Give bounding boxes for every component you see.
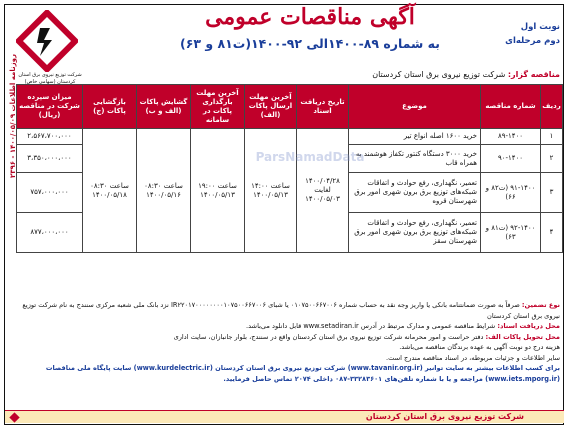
footer-logo-icon bbox=[9, 412, 20, 423]
col-header: آخرین مهلت بارگذاری پاکات در سامانه bbox=[191, 85, 245, 129]
page-subtitle: به شماره ۸۹-۱۴۰۰الی ۹۲-۱۴۰۰(ت۸۱ و ۶۳) bbox=[180, 36, 440, 51]
row-index: ۱ bbox=[541, 129, 563, 145]
side-note: روزنامه اطلاعات ۱۴۰۰/۰۵/۰۹ - ۲۳۹۶ bbox=[9, 54, 17, 179]
col-header: موضوع bbox=[349, 85, 481, 129]
delivery-line bbox=[14, 332, 560, 343]
deadline-upload: ساعت ۱۹:۰۰ ۱۴۰۰/۰۵/۱۳ bbox=[191, 129, 245, 253]
tender-subject: تعمیر، نگهداری، رفع حوادث و اتفاقات شبکه‌های توزیع برق برون شهری امور برق شهرستان قروه bbox=[349, 173, 481, 213]
table-row bbox=[17, 129, 563, 145]
employer-name: شرکت توزیع نیروی برق استان کردستان bbox=[372, 70, 506, 79]
notes-section bbox=[14, 300, 560, 384]
guarantee-text: صرفاً به صورت ضمانتنامه بانکی یا واریز وجه نقد به حساب شماره ۰۱۰۷۵۰۰۶۶۷۰۰۶ یا شبای IR۲۲۰۱۷۰۰۰۰۰۰۰۰۱۰۷۵۰۰۶۶۷۰۰۶ نزد بانک ملی شعبه مرکزی سنندج به نام شرکت توزیع نیروی برق استان کردستان bbox=[22, 301, 560, 320]
tender-subject: تعمیر، نگهداری، رفع حوادث و اتفاقات شبکه‌های توزیع برق برون شهری امور برق شهرستان سقز bbox=[349, 213, 481, 253]
nobat-second: دوم مرحله‌ای bbox=[505, 36, 560, 46]
col-header: گشایش پاکات (الف و ب) bbox=[137, 85, 191, 129]
opening-c: ساعت ۰۸:۳۰ ۱۴۰۰/۰۵/۱۸ bbox=[83, 129, 137, 253]
page-title: آگهی مناقصات عمومی bbox=[205, 4, 415, 30]
employer-label: مناقصه گزار: bbox=[507, 70, 560, 79]
tenders-table bbox=[16, 84, 563, 253]
cost-line: هزینه درج دو نوبت آگهی به عهده برندگان مناقصه می‌باشد. bbox=[399, 343, 560, 351]
col-header: آخرین مهلت ارسال پاکات (الف) bbox=[245, 85, 297, 129]
guarantee-label: نوع تضمین: bbox=[521, 301, 560, 309]
tender-number: ۹۱-۱۴۰۰ (ت۸۲ و ۶۶) bbox=[481, 173, 541, 213]
deposit-amount: ۷۵۷،۰۰۰،۰۰۰ bbox=[17, 173, 83, 213]
side-strip bbox=[3, 54, 17, 380]
deposit-amount: ۳،۳۵۰،۰۰۰،۰۰۰ bbox=[17, 145, 83, 173]
receive-text: شرایط مناقصه عمومی و مدارک مرتبط در آدرس www.setadiran.ir قابل دانلود می‌باشد. bbox=[246, 322, 496, 330]
details-line: سایر اطلاعات و جزئیات مربوطه، در اسناد مناقصه مندرج است. bbox=[386, 353, 560, 362]
tender-number: ۹۲-۱۴۰۰ (ت۸۱ و ۶۳) bbox=[481, 213, 541, 253]
col-header: بازگشایی پاکات (ج) bbox=[83, 85, 137, 129]
col-header: ردیف bbox=[541, 85, 563, 129]
col-header: شماره مناقصه bbox=[481, 85, 541, 129]
publication-turn bbox=[505, 20, 560, 48]
row-index: ۲ bbox=[541, 145, 563, 173]
logo-caption: شرکت توزیع نیروی برق استان کردستان (سهامی خاص) bbox=[18, 72, 82, 85]
delivery-label: محل تحویل پاکات الف: bbox=[485, 332, 560, 341]
col-header: میزان سپرده شرکت در مناقصه (ریال) bbox=[17, 85, 83, 129]
contact-line: برای کسب اطلاعات بیشتر به سایت توانیر (www.tavanir.org.ir) شرکت توزیع نیروی برق استان کردستان (www.kurdelectric.ir) سایت پایگاه ملی مناقصات (www.iets.mporg.ir) مراجعه و یا با شماره تلفن‌های ۳۳۲۸۳۶۰۱-۰۸۷ داخلی ۲۰۷۴ تماس حاصل فرمایید. bbox=[45, 364, 560, 383]
deposit-amount: ۸۷۷،۰۰۰،۰۰۰ bbox=[17, 213, 83, 253]
tender-subject: خرید ۱۶۰۰ اصله انواع تیر bbox=[349, 129, 481, 145]
watermark: ParsNamadData bbox=[255, 150, 365, 164]
guarantee-line bbox=[14, 300, 560, 321]
deposit-amount: ۲،۵۶۷،۷۰۰،۰۰۰ bbox=[17, 129, 83, 145]
receive-label: محل دریافت اسناد: bbox=[497, 322, 560, 330]
footer-company: شرکت توزیع نیروی برق استان کردستان bbox=[365, 412, 524, 421]
electric-company-logo-icon bbox=[16, 10, 78, 72]
row-index: ۴ bbox=[541, 213, 563, 253]
tender-number: ۸۹-۱۴۰۰ bbox=[481, 129, 541, 145]
table-header-row bbox=[17, 85, 563, 129]
doc-date: ۱۴۰۰/۰۴/۲۸ لغایت ۱۴۰۰/۰۵/۰۳ bbox=[297, 129, 349, 253]
deadline-a: ساعت ۱۴:۰۰ ۱۴۰۰/۰۵/۱۳ bbox=[245, 129, 297, 253]
employer-line bbox=[372, 70, 560, 79]
tender-subject: خرید ۳۰۰۰ دستگاه کنتور تکفاز هوشمند به همراه قاب bbox=[349, 145, 481, 173]
col-header: تاریخ دریافت اسناد bbox=[297, 85, 349, 129]
row-index: ۳ bbox=[541, 173, 563, 213]
opening-ab: ساعت ۰۸:۳۰ ۱۴۰۰/۰۵/۱۶ bbox=[137, 129, 191, 253]
receive-line bbox=[14, 321, 560, 332]
footer-bar bbox=[5, 410, 564, 423]
delivery-text: دفتر حراست و امور محرمانه شرکت توزیع نیروی برق استان کردستان واقع در سنندج، بلوار جانبازان، سایت اداری bbox=[173, 332, 484, 341]
tender-number: ۹۰-۱۴۰۰ bbox=[481, 145, 541, 173]
nobat-first: نوبت اول bbox=[520, 22, 560, 32]
